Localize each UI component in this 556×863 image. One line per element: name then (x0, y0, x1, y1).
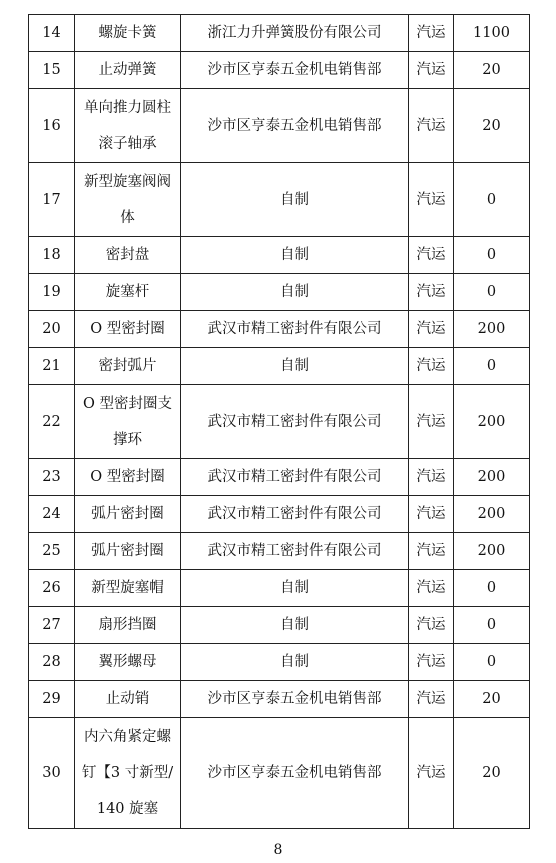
supplier: 沙市区亨泰五金机电销售部 (181, 52, 409, 89)
part-name: O 型密封圈 (75, 459, 181, 496)
part-name: 螺旋卡簧 (75, 15, 181, 52)
table-row (29, 311, 530, 348)
row-number: 20 (29, 311, 75, 348)
quantity: 0 (454, 163, 530, 237)
part-name: 止动销 (75, 681, 181, 718)
quantity: 0 (454, 237, 530, 274)
quantity: 200 (454, 496, 530, 533)
supplier: 武汉市精工密封件有限公司 (181, 496, 409, 533)
row-number: 23 (29, 459, 75, 496)
transport-mode: 汽运 (409, 644, 454, 681)
supplier: 自制 (181, 237, 409, 274)
transport-mode: 汽运 (409, 237, 454, 274)
row-number: 15 (29, 52, 75, 89)
transport-mode: 汽运 (409, 52, 454, 89)
table-row (29, 570, 530, 607)
table-row (29, 496, 530, 533)
supplier: 浙江力升弹簧股份有限公司 (181, 15, 409, 52)
transport-mode: 汽运 (409, 311, 454, 348)
part-name: 新型旋塞帽 (75, 570, 181, 607)
quantity: 200 (454, 385, 530, 459)
row-number: 25 (29, 533, 75, 570)
quantity: 0 (454, 274, 530, 311)
part-name: 旋塞杆 (75, 274, 181, 311)
row-number: 29 (29, 681, 75, 718)
table-row (29, 15, 530, 52)
part-name: 密封盘 (75, 237, 181, 274)
part-name: 单向推力圆柱滚子轴承 (75, 89, 181, 163)
part-name: 弧片密封圈 (75, 496, 181, 533)
row-number: 27 (29, 607, 75, 644)
quantity: 20 (454, 681, 530, 718)
table-row (29, 607, 530, 644)
transport-mode: 汽运 (409, 348, 454, 385)
row-number: 30 (29, 718, 75, 829)
table-row (29, 274, 530, 311)
supplier: 沙市区亨泰五金机电销售部 (181, 718, 409, 829)
transport-mode: 汽运 (409, 385, 454, 459)
transport-mode: 汽运 (409, 533, 454, 570)
quantity: 0 (454, 644, 530, 681)
transport-mode: 汽运 (409, 163, 454, 237)
quantity: 0 (454, 607, 530, 644)
quantity: 20 (454, 718, 530, 829)
table-row (29, 237, 530, 274)
part-name: 翼形螺母 (75, 644, 181, 681)
transport-mode: 汽运 (409, 15, 454, 52)
supplier: 自制 (181, 570, 409, 607)
row-number: 26 (29, 570, 75, 607)
quantity: 20 (454, 89, 530, 163)
table-row (29, 533, 530, 570)
supplier: 沙市区亨泰五金机电销售部 (181, 681, 409, 718)
table-row (29, 163, 530, 237)
table-row (29, 348, 530, 385)
table-row (29, 385, 530, 459)
transport-mode: 汽运 (409, 570, 454, 607)
row-number: 16 (29, 89, 75, 163)
quantity: 200 (454, 533, 530, 570)
table-row (29, 681, 530, 718)
supplier: 自制 (181, 348, 409, 385)
row-number: 14 (29, 15, 75, 52)
table-row (29, 718, 530, 829)
quantity: 200 (454, 311, 530, 348)
row-number: 19 (29, 274, 75, 311)
quantity: 0 (454, 348, 530, 385)
supplier: 自制 (181, 163, 409, 237)
transport-mode: 汽运 (409, 607, 454, 644)
supplier: 武汉市精工密封件有限公司 (181, 533, 409, 570)
transport-mode: 汽运 (409, 274, 454, 311)
part-name: 新型旋塞阀阀体 (75, 163, 181, 237)
page-number: 8 (273, 842, 283, 858)
quantity: 20 (454, 52, 530, 89)
parts-table-body (29, 15, 530, 829)
transport-mode: 汽运 (409, 459, 454, 496)
part-name: O 型密封圈支撑环 (75, 385, 181, 459)
supplier: 武汉市精工密封件有限公司 (181, 311, 409, 348)
quantity: 1100 (454, 15, 530, 52)
table-row (29, 89, 530, 163)
part-name: O 型密封圈 (75, 311, 181, 348)
part-name: 内六角紧定螺钉【3 寸新型/140 旋塞 (75, 718, 181, 829)
quantity: 200 (454, 459, 530, 496)
row-number: 22 (29, 385, 75, 459)
transport-mode: 汽运 (409, 496, 454, 533)
parts-table (28, 14, 530, 829)
table-row (29, 52, 530, 89)
supplier: 自制 (181, 644, 409, 681)
table-row (29, 459, 530, 496)
transport-mode: 汽运 (409, 681, 454, 718)
supplier: 武汉市精工密封件有限公司 (181, 459, 409, 496)
supplier: 自制 (181, 274, 409, 311)
row-number: 28 (29, 644, 75, 681)
part-name: 密封弧片 (75, 348, 181, 385)
part-name: 止动弹簧 (75, 52, 181, 89)
row-number: 21 (29, 348, 75, 385)
row-number: 24 (29, 496, 75, 533)
supplier: 自制 (181, 607, 409, 644)
part-name: 扇形挡圈 (75, 607, 181, 644)
row-number: 18 (29, 237, 75, 274)
part-name: 弧片密封圈 (75, 533, 181, 570)
supplier: 沙市区亨泰五金机电销售部 (181, 89, 409, 163)
row-number: 17 (29, 163, 75, 237)
transport-mode: 汽运 (409, 89, 454, 163)
table-row (29, 644, 530, 681)
supplier: 武汉市精工密封件有限公司 (181, 385, 409, 459)
transport-mode: 汽运 (409, 718, 454, 829)
quantity: 0 (454, 570, 530, 607)
